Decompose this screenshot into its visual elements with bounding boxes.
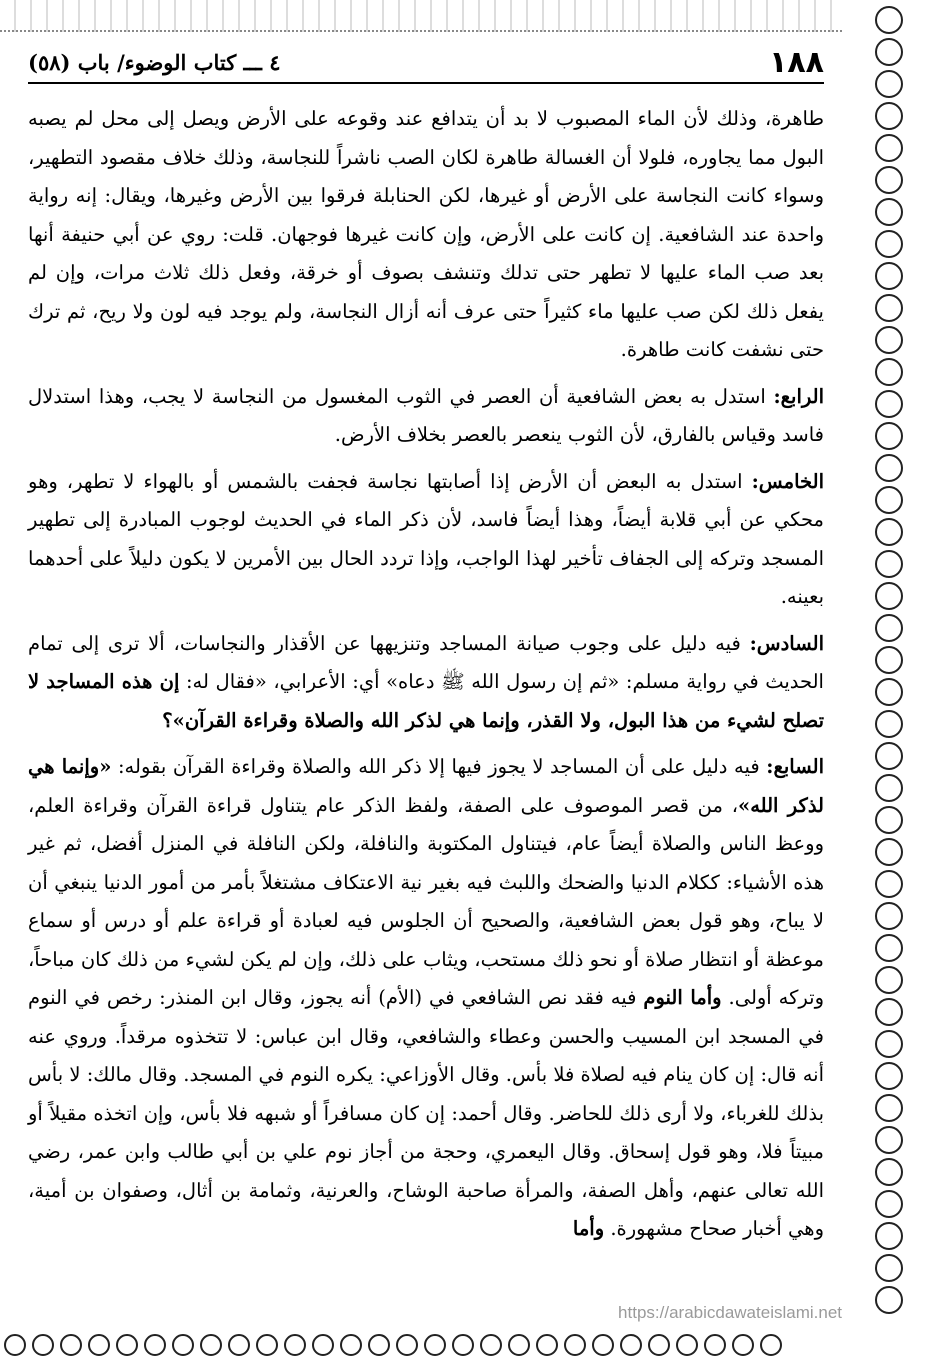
section-label: الرابع:: [773, 384, 824, 408]
ornament-ring: [396, 1334, 418, 1356]
ornament-ring: [875, 838, 903, 866]
emphasis-text: وأما النوم: [643, 986, 722, 1009]
page-header: [28, 42, 824, 84]
paragraph-text: فيه فقد نص الشافعي في (الأم) أنه يجوز، وقال ابن المنذر: رخص في النوم في المسجد ابن المسيب والحسن وعطاء والشافعي، وقال ابن عباس: لا تتخذوه مرقداً. وروي عنه أنه قال: إن كان ينام فيه لصلاة فلا بأس. وقال الأوزاعي: يكره النوم في المسجد. وقال مالك: لا بأس بذلك للغرباء، ولا أرى ذلك للحاضر. وقال أحمد: إن كان مسافراً أو شبهه فلا بأس، وإن اتخذه مقيلاً أو مبيتاً فلا، وهو قول إسحاق. وقال اليعمري، وحجة من أجاز نوم علي بن أبي طالب وابن عمر، رضي الله تعالى عنهم، وأهل الصفة، والمرأة صاحبة الوشاح، والعرنية، وثمامة بن أثال، وصفوان بن أمية، وهي أخبار صحاح مشهورة.: [28, 986, 824, 1240]
ornament-ring: [875, 486, 903, 514]
paragraph-text: ، من قصر الموصوف على الصفة، ولفظ الذكر عام يتناول قراءة القرآن وقراءة العلم، ووعظ الناس والصلاة أيضاً عام، فيتناول المكتوبة والنافلة، ولكن النافلة في المنزل أفضل، ثم غير هذه الأشياء: ككلام الدنيا والضحك واللبث فيه بغير نية الاعتكاف مشتغلاً بأمر من أمور الدنيا ينبغي أن لا يباح، وهو قول بعض الشافعية، والصحيح أن الجلوس فيه لعبادة أو قراءة علم أو درس أو سماع موعظة أو انتظار صلاة أو نحو ذلك مستحب، ويثاب على ذلك، وإن لم يكن لشيء من ذلك كان مباحاً، وتركه أولى.: [28, 793, 825, 1009]
paragraph: [28, 378, 824, 455]
ornament-ring: [875, 390, 903, 418]
decorative-bottom-border: [0, 1331, 846, 1359]
ornament-ring: [564, 1334, 586, 1356]
ornament-ring: [60, 1334, 82, 1356]
paragraph-text: طاهرة، وذلك لأن الماء المصبوب لا بد أن يتدافع عند وقوعه على الأرض ويصل إلى محل لم يصبه البول مما يجاوره، فلولا أن الغسالة طاهرة لكان الصب ناشراً للنجاسة، وذلك خلاف مقصود التطهير، وسواء كانت النجاسة على الأرض أو غيرها، لكن الحنابلة فرقوا بين الأرض وغيرها، ويقال: إنه رواية واحدة عند الشافعية. إن كانت على الأرض، وإن كانت غيرها فوجهان. قلت: روي عن أبي حنيفة أنها بعد صب الماء عليها لا تطهر حتى تدلك وتنشف بصوف أو خرقة، وفعل ذلك ثلاث مرات، وإن لم يفعل ذلك لكن صب عليها ماء كثيراً حتى عرف أنه أزال النجاسة، ولم يوجد فيه لون ولا ريح، ثم ترك حتى نشفت كانت طاهرة.: [28, 107, 824, 361]
ornament-ring: [875, 550, 903, 578]
ornament-ring: [875, 1094, 903, 1122]
ornament-ring: [875, 1286, 903, 1314]
ornament-ring: [875, 1190, 903, 1218]
section-label: الخامس:: [751, 469, 824, 493]
ornament-ring: [32, 1334, 54, 1356]
page-number: ١٨٨: [769, 44, 824, 80]
decorative-side-border: [844, 0, 934, 1359]
watermark-url: https://arabicdawateislami.net: [618, 1303, 842, 1322]
ornament-ring: [704, 1334, 726, 1356]
chapter-title: ٤ ـــ كتاب الوضوء/ باب (٥٨): [28, 49, 281, 75]
ornament-ring: [875, 902, 903, 930]
ornament-ring: [144, 1334, 166, 1356]
ornament-ring: [875, 582, 903, 610]
ornament-ring: [875, 230, 903, 258]
ornament-ring: [875, 6, 903, 34]
ornament-ring: [875, 358, 903, 386]
ornament-ring: [875, 38, 903, 66]
ornament-ring: [875, 1158, 903, 1186]
quote-close: »؟: [162, 708, 185, 732]
ornament-ring: [875, 294, 903, 322]
ornament-ring: [875, 966, 903, 994]
ornament-ring: [536, 1334, 558, 1356]
ornament-ring: [116, 1334, 138, 1356]
ornament-ring: [875, 710, 903, 738]
ornament-ring: [88, 1334, 110, 1356]
ornament-ring: [875, 614, 903, 642]
ornament-ring: [875, 1254, 903, 1282]
ornament-ring: [312, 1334, 334, 1356]
ornament-ring: [620, 1334, 642, 1356]
decorative-top-border: [0, 0, 842, 32]
ornament-ring: [875, 870, 903, 898]
paragraph-text: استدل به البعض أن الأرض إذا أصابتها نجاسة فجفت بالشمس أو بالهواء لا تطهر، وهو محكي عن أبي قلابة أيضاً، وهذا أيضاً فاسد، لأن ذكر الماء في الحديث لوجوب المبادرة إلى تطهير المسجد وتركه إلى الجفاف تأخير لهذا الواجب، وإذا تردد الحال بين الأمرين لا يكون دليلاً على أحدهما بعينه.: [28, 469, 824, 608]
ornament-ring: [875, 806, 903, 834]
ornament-ring: [480, 1334, 502, 1356]
ornament-ring: [648, 1334, 670, 1356]
paragraph-text: استدل به بعض الشافعية أن العصر في الثوب المغسول من النجاسة لا يجب، وهذا استدلال فاسد وقياس بالفارق، لأن الثوب ينعصر بالعصر بخلاف الأرض.: [28, 384, 824, 446]
ornament-ring: [875, 70, 903, 98]
ornament-ring: [875, 166, 903, 194]
ornament-ring: [875, 1222, 903, 1250]
ornament-ring: [875, 934, 903, 962]
ornament-ring: [875, 134, 903, 162]
hadith-quote: إن هذه المساجد لا تصلح لشيء من هذا البول، ولا القذر، وإنما هي لذكر الله والصلاة وقراءة القرآن: [28, 670, 824, 732]
ornament-ring: [875, 678, 903, 706]
ornament-ring: [424, 1334, 446, 1356]
ornament-ring: [875, 102, 903, 130]
paragraph: [28, 463, 824, 617]
ornament-ring: [875, 454, 903, 482]
ornament-ring: [256, 1334, 278, 1356]
ornament-ring: [228, 1334, 250, 1356]
ornament-ring: [452, 1334, 474, 1356]
section-label: السادس:: [749, 631, 824, 655]
emphasis-text: وأما: [572, 1217, 605, 1240]
paragraph-text: فيه دليل على وجوب صيانة المساجد وتنزيهها عن الأقذار والنجاسات، ألا ترى إلى تمام الحديث في رواية مسلم: «ثم إن رسول الله ﷺ دعاه» أي: الأعرابي، «فقال له:: [28, 631, 824, 693]
hadith-quote: «وإنما هي لذكر الله»: [28, 755, 824, 817]
ornament-ring: [875, 742, 903, 770]
ornament-ring: [875, 518, 903, 546]
ornament-ring: [592, 1334, 614, 1356]
ornament-ring: [284, 1334, 306, 1356]
ornament-ring: [875, 998, 903, 1026]
ornament-ring: [368, 1334, 390, 1356]
ornament-ring: [875, 1062, 903, 1090]
ornament-ring: [875, 262, 903, 290]
ornament-ring: [875, 422, 903, 450]
ornament-ring: [760, 1334, 782, 1356]
ornament-ring: [200, 1334, 222, 1356]
ornament-ring: [172, 1334, 194, 1356]
paragraph: [28, 100, 824, 370]
ornament-ring: [875, 326, 903, 354]
ornament-ring: [875, 646, 903, 674]
ornament-ring: [508, 1334, 530, 1356]
section-label: السابع:: [766, 755, 824, 778]
paragraph: [28, 748, 824, 1249]
ornament-ring: [732, 1334, 754, 1356]
ornament-ring: [875, 774, 903, 802]
ornament-ring: [340, 1334, 362, 1356]
ornament-ring: [875, 198, 903, 226]
paragraph-text: فيه دليل على أن المساجد لا يجوز فيها إلا ذكر الله والصلاة وقراءة القرآن بقوله:: [111, 755, 767, 778]
ornament-ring: [875, 1126, 903, 1154]
ornament-ring: [875, 1030, 903, 1058]
paragraph: [28, 625, 824, 741]
ornament-ring: [676, 1334, 698, 1356]
page-body: [28, 100, 824, 1257]
ornament-ring: [4, 1334, 26, 1356]
